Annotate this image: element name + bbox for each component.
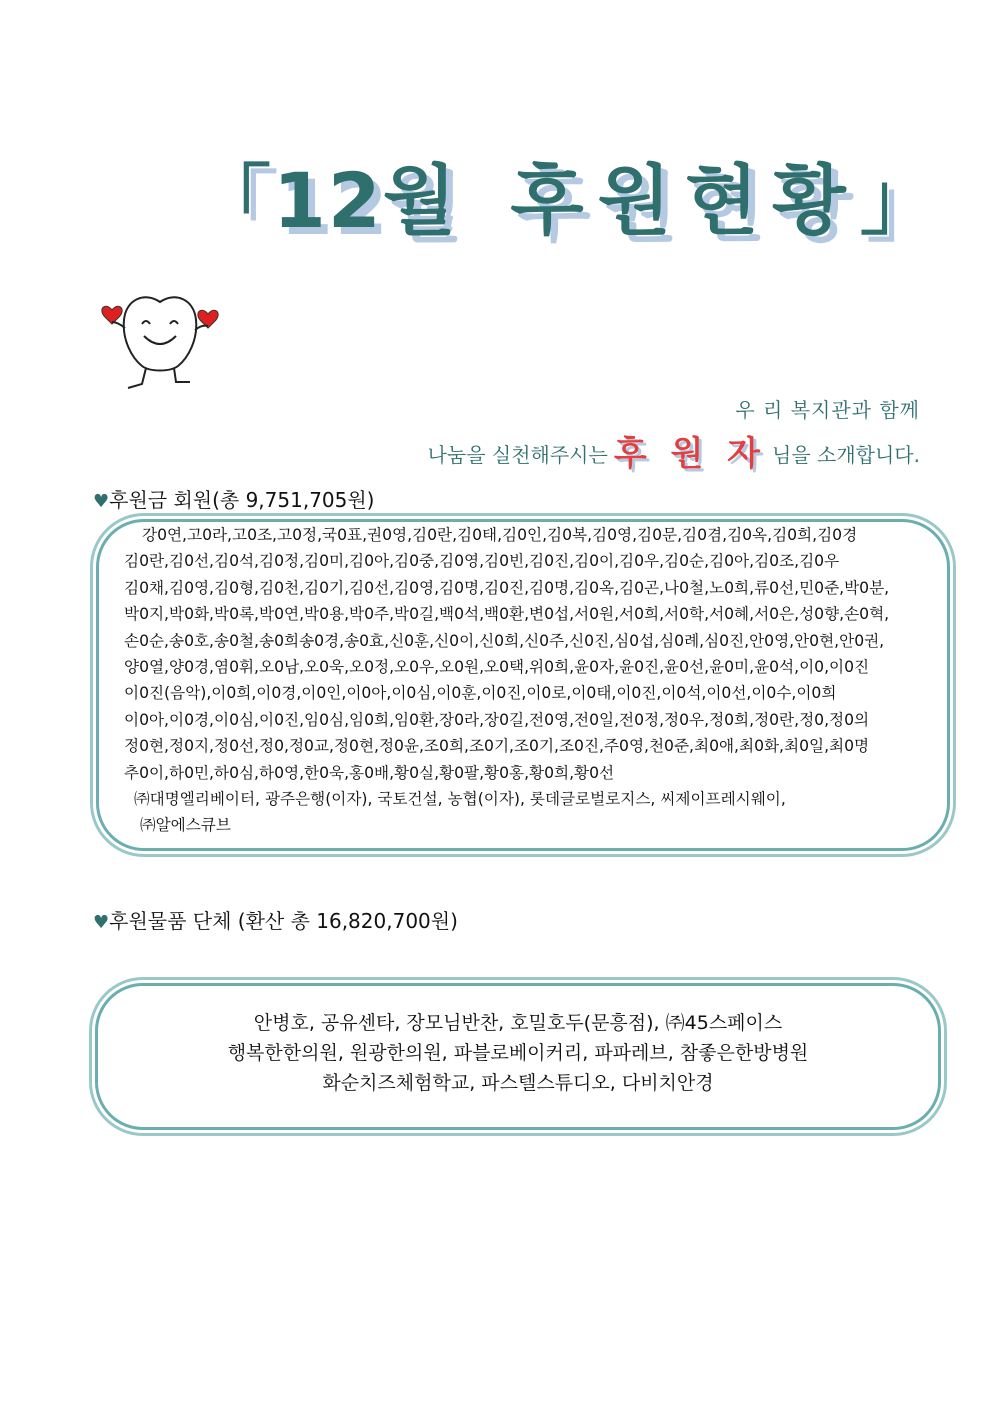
corporate-member-line: ㈜알에스큐브 xyxy=(140,816,231,835)
page-title xyxy=(195,140,938,250)
member-line: 김0란,김0선,김0석,김0정,김0미,김0아,김0중,김0영,김0빈,김0진,김0이,김0우,김0순,김0아,김0조,김0우 xyxy=(124,552,840,571)
corporate-member-line: ㈜대명엘리베이터, 광주은행(이자), 국토건설, 농협(이자), 롯데글로벌로지스, 씨제이프레시웨이, xyxy=(134,790,786,809)
member-line: 강0연,고0라,고0조,고0정,국0표,권0영,김0란,김0태,김0인,김0복,김0영,김0문,김0겸,김0옥,김0희,김0경 xyxy=(142,526,858,544)
member-line: 양0열,양0경,염0휘,오0남,오0욱,오0정,오0우,오0원,오0택,위0희,윤0자,윤0진,윤0선,윤0미,윤0석,이0,이0진 xyxy=(124,658,870,677)
goods-donor-line: 화순치즈체험학교, 파스텔스튜디오, 다비치안경 xyxy=(322,1072,714,1094)
title-month: 12월 xyxy=(273,156,459,245)
member-line: 손0순,송0호,송0철,송0희송0경,송0효,신0훈,신0이,신0희,신0주,신0진,심0섭,심0례,심0진,안0영,안0현,안0권, xyxy=(124,631,885,650)
intro-line-2-after: 님을 소개합니다. xyxy=(772,443,920,467)
title-open-bracket: 「 xyxy=(195,156,273,245)
member-line: 추0이,하0민,하0심,하0영,한0욱,홍0배,황0실,황0팔,황0홍,황0희,황0선 xyxy=(124,763,615,782)
money-members-list xyxy=(124,522,924,839)
heart-mascot-illustration xyxy=(98,292,223,392)
title-close-bracket: 」 xyxy=(859,156,938,245)
member-line: 박0지,박0화,박0록,박0연,박0용,박0주,박0길,백0석,백0환,변0섭,서0원,서0희,서0학,서0혜,서0은,성0향,손0혁, xyxy=(124,605,890,624)
member-line: 이0진(음악),이0희,이0경,이0인,이0아,이0심,이0훈,이0진,이0로,이0태,이0진,이0석,이0선,이0수,이0희 xyxy=(124,684,837,703)
member-line: 김0채,김0영,김0형,김0천,김0기,김0선,김0영,김0명,김0진,김0명,김0옥,김0곤,나0철,노0희,류0선,민0준,박0분, xyxy=(124,578,890,597)
intro-highlight-sponsor: 후 원 자 xyxy=(613,434,767,474)
heart-icon: ♥ xyxy=(93,491,110,512)
goods-donors-list xyxy=(95,1008,941,1098)
member-line: 정0현,정0지,정0선,정0,정0교,정0현,정0윤,조0희,조0기,조0기,조0진,주0영,천0준,최0애,최0화,최0일,최0명 xyxy=(124,737,870,756)
goods-donor-line: 안병호, 공유센타, 장모님반찬, 호밀호두(문흥점), ㈜45스페이스 xyxy=(253,1012,783,1034)
title-word: 후원현황 xyxy=(510,156,860,245)
money-section-heading xyxy=(93,484,375,513)
member-line: 이0아,이0경,이0심,이0진,임0심,임0희,임0환,장0라,장0길,전0영,전0일,전0정,정0우,정0희,정0란,정0,정0의 xyxy=(124,710,870,729)
intro-line-2-before: 나눔을 실천해주시는 xyxy=(427,443,608,467)
goods-heading-text: 후원물품 단체 (환산 총 16,820,700원) xyxy=(109,909,458,933)
money-heading-text: 후원금 회원(총 9,751,705원) xyxy=(109,488,375,512)
goods-section-heading xyxy=(93,905,458,934)
heart-icon: ♥ xyxy=(93,912,110,933)
intro-line-1: 우 리 복지관과 함께 xyxy=(735,398,920,422)
intro-line-2 xyxy=(428,432,920,477)
goods-donor-line: 행복한한의원, 원광한의원, 파블로베이커리, 파파레브, 참좋은한방병원 xyxy=(227,1042,809,1064)
